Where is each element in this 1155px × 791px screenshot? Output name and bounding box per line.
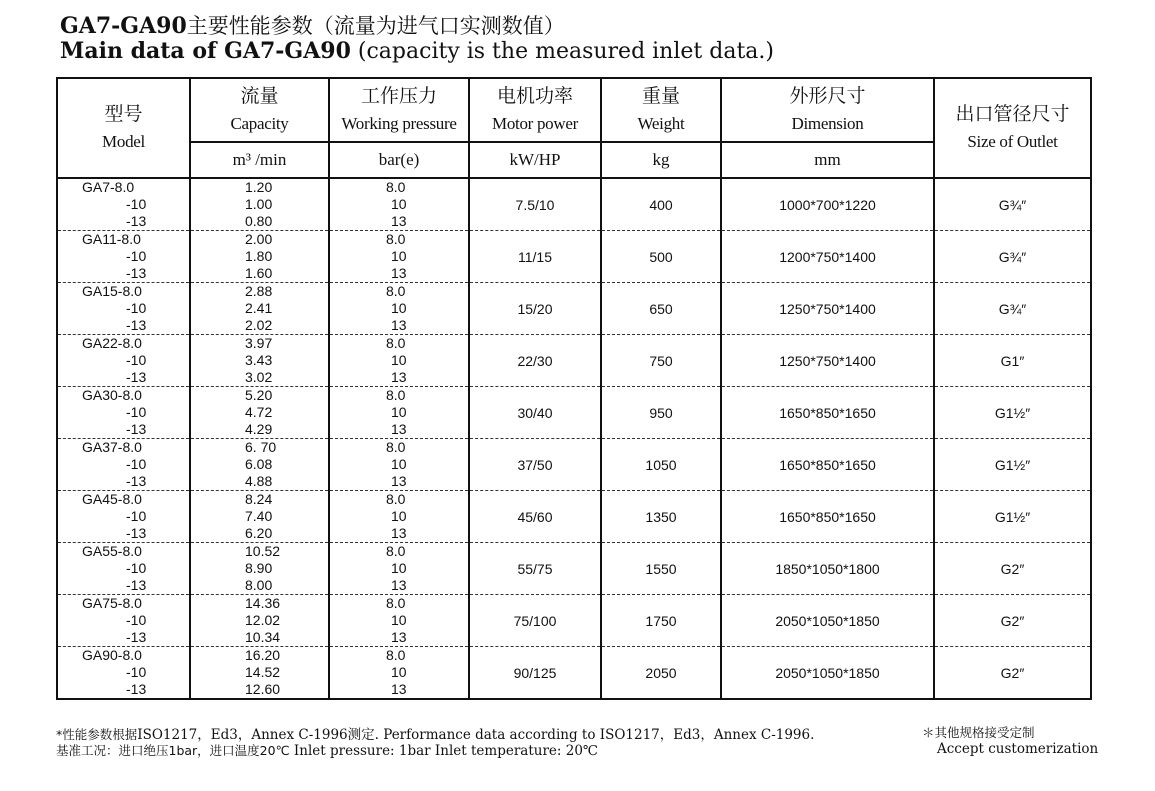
header-power-cn: 电机功率 [496, 85, 573, 108]
cell-model-value: -13 [126, 577, 147, 593]
cell-model-value: -10 [126, 612, 147, 628]
table-row [57, 595, 1091, 647]
cell-capacity-value: 1.20 [245, 179, 273, 195]
cell-pressure-value: 8.0 [386, 387, 406, 403]
cell-dimension: 1850*1050*1800 [721, 543, 934, 595]
unit-weight: kg [601, 142, 721, 178]
cell-capacity-value: 7.40 [245, 508, 273, 524]
table-row [57, 387, 1091, 439]
table-row [57, 647, 1091, 700]
cell-pressure-value: 10 [391, 352, 407, 368]
cell-pressure-value: 10 [391, 612, 407, 628]
unit-capacity: m³ /min [190, 142, 329, 178]
cell-outlet: G¾″ [934, 231, 1091, 283]
table-row [57, 231, 1091, 283]
cell-capacity [190, 595, 329, 647]
cell-pressure-value: 13 [391, 577, 407, 593]
cell-outlet: G1½″ [934, 491, 1091, 543]
cell-pressure-value: 13 [391, 369, 407, 385]
cell-capacity [190, 335, 329, 387]
header-capacity-en: Capacity [230, 114, 289, 134]
cell-weight: 500 [601, 231, 721, 283]
cell-pressure-value: 13 [391, 317, 407, 333]
cell-pressure-value: 8.0 [386, 283, 406, 299]
cell-capacity-value: 4.72 [245, 404, 273, 420]
cell-model-value: -13 [126, 629, 147, 645]
cell-capacity [190, 543, 329, 595]
cell-capacity [190, 647, 329, 700]
cell-pressure-value: 10 [391, 404, 407, 420]
cell-capacity-value: 5.20 [245, 387, 273, 403]
cell-capacity [190, 387, 329, 439]
cell-model [57, 387, 190, 439]
cell-weight: 400 [601, 178, 721, 231]
cell-pressure-value: 13 [391, 213, 407, 229]
cell-model-value: -10 [126, 196, 147, 212]
cell-dimension: 1000*700*1220 [721, 178, 934, 231]
cell-model-value: -10 [126, 456, 147, 472]
cell-power: 45/60 [469, 491, 601, 543]
footer-note-standard-cn: *性能参数根据 [56, 727, 138, 742]
cell-pressure-value: 10 [391, 300, 407, 316]
unit-pressure: bar(e) [329, 142, 469, 178]
header-pressure-cn: 工作压力 [360, 85, 437, 108]
footer-note-standard-text: ISO1217，Ed3，Annex C-1996测定. Performance data according to ISO1217，Ed3，Annex C-1996. [137, 727, 815, 743]
table-row [57, 178, 1091, 231]
cell-dimension: 1650*850*1650 [721, 439, 934, 491]
cell-capacity-value: 0.80 [245, 213, 273, 229]
cell-model-value: -10 [126, 300, 147, 316]
cell-model [57, 543, 190, 595]
cell-model [57, 647, 190, 700]
cell-model [57, 491, 190, 543]
cell-pressure-value: 10 [391, 664, 407, 680]
cell-power: 15/20 [469, 283, 601, 335]
cell-outlet: G1″ [934, 335, 1091, 387]
cell-model [57, 439, 190, 491]
table-row [57, 439, 1091, 491]
cell-pressure [329, 231, 469, 283]
cell-capacity-value: 10.52 [245, 543, 281, 559]
footer-note-conditions-en: Inlet pressure: 1bar Inlet temperature: 20℃ [289, 743, 599, 759]
cell-dimension: 1650*850*1650 [721, 387, 934, 439]
cell-outlet: G2″ [934, 595, 1091, 647]
cell-capacity-value: 14.36 [245, 595, 281, 611]
title-cn-model-range: GA7-GA90 [60, 13, 187, 39]
cell-capacity-value: 4.88 [245, 473, 273, 489]
header-power-en: Motor power [492, 114, 578, 134]
cell-model-value: GA15-8.0 [82, 283, 142, 299]
header-dimension [721, 78, 934, 142]
cell-pressure [329, 283, 469, 335]
cell-pressure-value: 10 [391, 560, 407, 576]
cell-capacity-value: 2.41 [245, 300, 273, 316]
cell-pressure [329, 439, 469, 491]
header-weight [601, 78, 721, 142]
title-cn-text: 主要性能参数（流量为进气口实测数值） [186, 14, 565, 38]
header-outlet [934, 78, 1091, 178]
cell-capacity-value: 4.29 [245, 421, 273, 437]
cell-pressure [329, 647, 469, 700]
cell-capacity-value: 6.20 [245, 525, 273, 541]
cell-pressure-value: 10 [391, 196, 407, 212]
cell-capacity-value: 14.52 [245, 664, 281, 680]
cell-model-value: GA7-8.0 [82, 179, 135, 195]
cell-capacity-value: 3.43 [245, 352, 273, 368]
cell-pressure-value: 10 [391, 456, 407, 472]
footer-custom-cn: ＊其他规格接受定制 [922, 725, 1035, 740]
cell-outlet: G1½″ [934, 439, 1091, 491]
cell-model-value: -13 [126, 473, 147, 489]
header-weight-cn: 重量 [641, 85, 680, 108]
cell-power: 37/50 [469, 439, 601, 491]
cell-capacity-value: 6. 70 [245, 439, 277, 455]
header-capacity [190, 78, 329, 142]
cell-capacity-value: 12.02 [245, 612, 281, 628]
cell-power: 22/30 [469, 335, 601, 387]
cell-model-value: -13 [126, 317, 147, 333]
cell-outlet: G¾″ [934, 283, 1091, 335]
cell-model-value: -10 [126, 248, 147, 264]
cell-model-value: -13 [126, 265, 147, 281]
cell-capacity-value: 8.24 [245, 491, 273, 507]
cell-pressure [329, 543, 469, 595]
cell-model-value: GA37-8.0 [82, 439, 142, 455]
cell-model-value: GA22-8.0 [82, 335, 142, 351]
cell-model [57, 335, 190, 387]
cell-pressure [329, 335, 469, 387]
table-row [57, 491, 1091, 543]
cell-model-value: -10 [126, 508, 147, 524]
header-pressure-en: Working pressure [341, 114, 457, 134]
unit-power: kW/HP [469, 142, 601, 178]
cell-pressure-value: 8.0 [386, 231, 406, 247]
cell-pressure-value: 13 [391, 681, 407, 697]
cell-outlet: G2″ [934, 543, 1091, 595]
cell-model-value: GA45-8.0 [82, 491, 142, 507]
cell-power: 75/100 [469, 595, 601, 647]
cell-dimension: 2050*1050*1850 [721, 595, 934, 647]
cell-model-value: GA75-8.0 [82, 595, 142, 611]
header-outlet-en: Size of Outlet [967, 132, 1058, 152]
cell-model [57, 231, 190, 283]
spec-table-body [57, 178, 1091, 699]
cell-capacity-value: 10.34 [245, 629, 281, 645]
cell-model-value: GA11-8.0 [82, 231, 141, 247]
cell-pressure-value: 8.0 [386, 439, 406, 455]
cell-model [57, 178, 190, 231]
cell-capacity [190, 491, 329, 543]
cell-pressure-value: 8.0 [386, 595, 406, 611]
cell-pressure-value: 8.0 [386, 543, 406, 559]
table-row [57, 335, 1091, 387]
cell-pressure-value: 8.0 [386, 647, 406, 663]
page-title-en [60, 38, 774, 64]
cell-capacity-value: 3.02 [245, 369, 273, 385]
cell-capacity-value: 8.00 [245, 577, 273, 593]
title-en-text: (capacity is the measured inlet data.) [350, 39, 774, 64]
footer-custom-en: Accept customerization [937, 741, 1099, 757]
cell-capacity-value: 6.08 [245, 456, 273, 472]
cell-model-value: -10 [126, 352, 147, 368]
cell-model-value: -13 [126, 421, 147, 437]
cell-capacity-value: 12.60 [245, 681, 281, 697]
cell-model-value: GA30-8.0 [82, 387, 142, 403]
header-model-cn: 型号 [104, 103, 143, 126]
cell-pressure-value: 13 [391, 421, 407, 437]
cell-capacity-value: 16.20 [245, 647, 281, 663]
cell-capacity [190, 283, 329, 335]
header-pressure [329, 78, 469, 142]
spec-table [56, 77, 1092, 700]
cell-power: 11/15 [469, 231, 601, 283]
cell-pressure-value: 8.0 [386, 179, 406, 195]
cell-model [57, 283, 190, 335]
cell-capacity [190, 178, 329, 231]
cell-dimension: 1250*750*1400 [721, 335, 934, 387]
header-model-en: Model [102, 132, 145, 152]
cell-pressure [329, 595, 469, 647]
cell-capacity-value: 2.02 [245, 317, 273, 333]
header-weight-en: Weight [637, 114, 685, 134]
cell-weight: 1550 [601, 543, 721, 595]
table-row [57, 543, 1091, 595]
cell-model-value: GA90-8.0 [82, 647, 142, 663]
cell-outlet: G¾″ [934, 178, 1091, 231]
cell-outlet: G1½″ [934, 387, 1091, 439]
cell-dimension: 1200*750*1400 [721, 231, 934, 283]
footer-note-standard [56, 723, 814, 743]
cell-pressure-value: 13 [391, 629, 407, 645]
unit-dimension: mm [721, 142, 934, 178]
cell-model-value: GA55-8.0 [82, 543, 142, 559]
cell-capacity-value: 2.88 [245, 283, 273, 299]
cell-power: 55/75 [469, 543, 601, 595]
cell-capacity [190, 439, 329, 491]
cell-weight: 650 [601, 283, 721, 335]
cell-dimension: 1650*850*1650 [721, 491, 934, 543]
cell-weight: 1750 [601, 595, 721, 647]
cell-weight: 1350 [601, 491, 721, 543]
cell-model-value: -13 [126, 681, 147, 697]
footer-note-conditions [56, 741, 598, 759]
cell-model-value: -10 [126, 560, 147, 576]
header-power [469, 78, 601, 142]
header-dimension-en: Dimension [791, 114, 864, 134]
cell-pressure-value: 10 [391, 248, 407, 264]
page-title-cn [60, 10, 565, 40]
cell-power: 7.5/10 [469, 178, 601, 231]
cell-model-value: -13 [126, 213, 147, 229]
cell-capacity-value: 2.00 [245, 231, 273, 247]
cell-capacity-value: 1.80 [245, 248, 273, 264]
cell-weight: 2050 [601, 647, 721, 700]
header-model [57, 78, 190, 178]
cell-pressure-value: 13 [391, 473, 407, 489]
cell-capacity-value: 1.00 [245, 196, 273, 212]
cell-model-value: -13 [126, 525, 147, 541]
cell-capacity-value: 1.60 [245, 265, 273, 281]
header-outlet-cn: 出口管径尺寸 [955, 103, 1070, 126]
footer-note-conditions-cn: 基准工况：进口绝压1bar，进口温度20℃ [56, 743, 290, 758]
cell-pressure [329, 491, 469, 543]
cell-pressure [329, 387, 469, 439]
cell-pressure-value: 10 [391, 508, 407, 524]
cell-power: 30/40 [469, 387, 601, 439]
cell-pressure-value: 8.0 [386, 491, 406, 507]
cell-capacity-value: 8.90 [245, 560, 273, 576]
cell-pressure-value: 8.0 [386, 335, 406, 351]
cell-dimension: 2050*1050*1850 [721, 647, 934, 700]
table-row [57, 283, 1091, 335]
cell-outlet: G2″ [934, 647, 1091, 700]
cell-pressure-value: 13 [391, 525, 407, 541]
cell-model-value: -13 [126, 369, 147, 385]
cell-pressure-value: 13 [391, 265, 407, 281]
cell-pressure [329, 178, 469, 231]
cell-power: 90/125 [469, 647, 601, 700]
cell-capacity-value: 3.97 [245, 335, 273, 351]
cell-capacity [190, 231, 329, 283]
header-dimension-cn: 外形尺寸 [789, 85, 866, 108]
cell-weight: 1050 [601, 439, 721, 491]
cell-model-value: -10 [126, 664, 147, 680]
cell-weight: 950 [601, 387, 721, 439]
cell-model [57, 595, 190, 647]
cell-weight: 750 [601, 335, 721, 387]
cell-model-value: -10 [126, 404, 147, 420]
cell-dimension: 1250*750*1400 [721, 283, 934, 335]
header-capacity-cn: 流量 [240, 85, 279, 108]
title-en-bold: Main data of GA7-GA90 [60, 38, 351, 64]
